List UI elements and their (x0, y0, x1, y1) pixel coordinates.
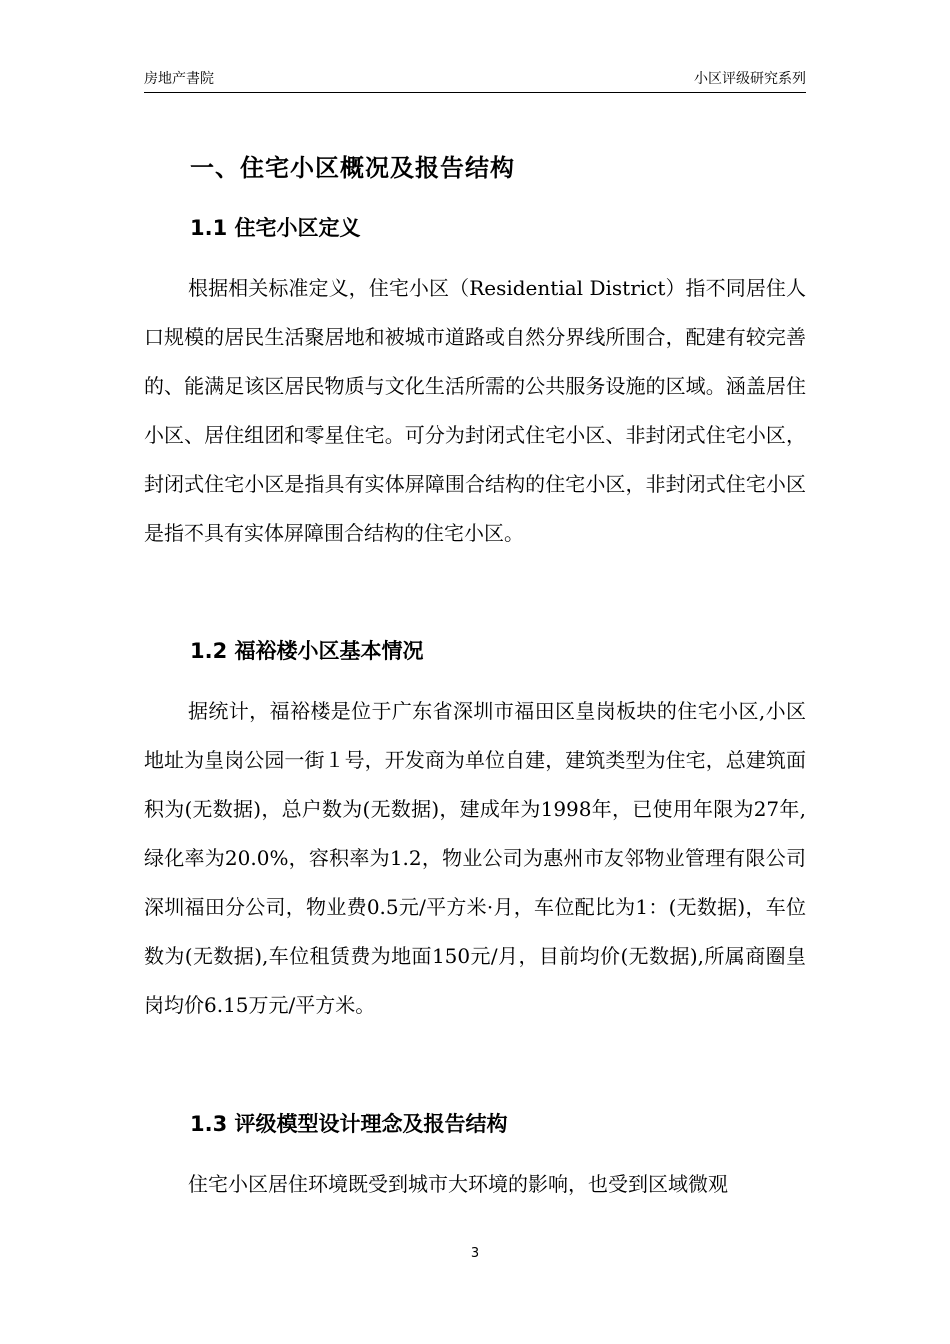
chapter-title: 一、住宅小区概况及报告结构 (190, 154, 515, 182)
page-number: 3 (470, 1246, 480, 1261)
section-heading-1-3: 1.3 评级模型设计理念及报告结构 (190, 1112, 508, 1136)
section-heading-1-1: 1.1 住宅小区定义 (190, 216, 361, 240)
header-publisher: 房地产書院 (144, 71, 214, 87)
page-header (144, 66, 806, 93)
section-heading-1-2: 1.2 福裕楼小区基本情况 (190, 639, 424, 663)
section-paragraph-1-2: 据统计，福裕楼是位于广东省深圳市福田区皇岗板块的住宅小区,小区地址为皇岗公园一街１号，开发商为单位自建，建筑类型为住宅，总建筑面积为(无数据)，总户数为(无数据)，建成年为1998年，已使用年限为27年,绿化率为20.0%，容积率为1.2，物业公司为惠州市友邻物业管理有限公司深圳福田分公司，物业费0.5元/平方米·月，车位配比为1：(无数据)，车位数为(无数据),车位租赁费为地面150元/月，目前均价(无数据),所属商圈皇岗均价6.15万元/平方米。 (144, 699, 806, 1017)
section-paragraph-1-1: 根据相关标准定义，住宅小区（Residential District）指不同居住人口规模的居民生活聚居地和被城市道路或自然分界线所围合，配建有较完善的、能满足该区居民物质与文化生活所需的公共服务设施的区域。涵盖居住小区、居住组团和零星住宅。可分为封闭式住宅小区、非封闭式住宅小区，封闭式住宅小区是指具有实体屏障围合结构的住宅小区，非封闭式住宅小区是指不具有实体屏障围合结构的住宅小区。 (144, 276, 806, 545)
header-series-title: 小区评级研究系列 (694, 71, 806, 87)
section-paragraph-1-3: 住宅小区居住环境既受到城市大环境的影响，也受到区域微观 (188, 1172, 728, 1196)
